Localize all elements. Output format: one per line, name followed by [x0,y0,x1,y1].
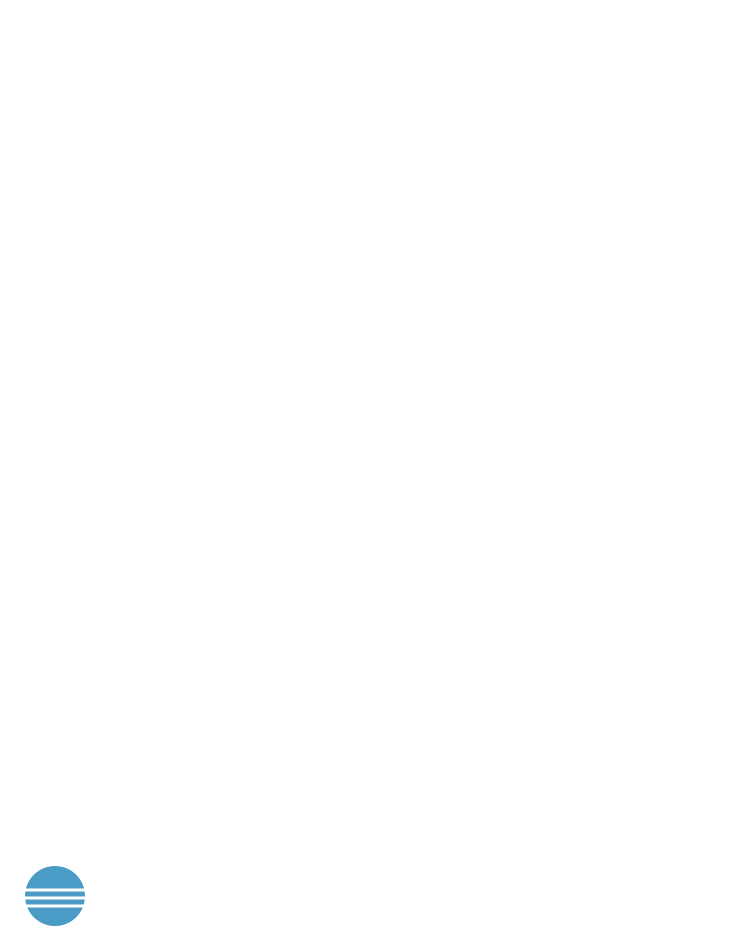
sun-icon [20,866,90,926]
watermark [0,838,750,952]
